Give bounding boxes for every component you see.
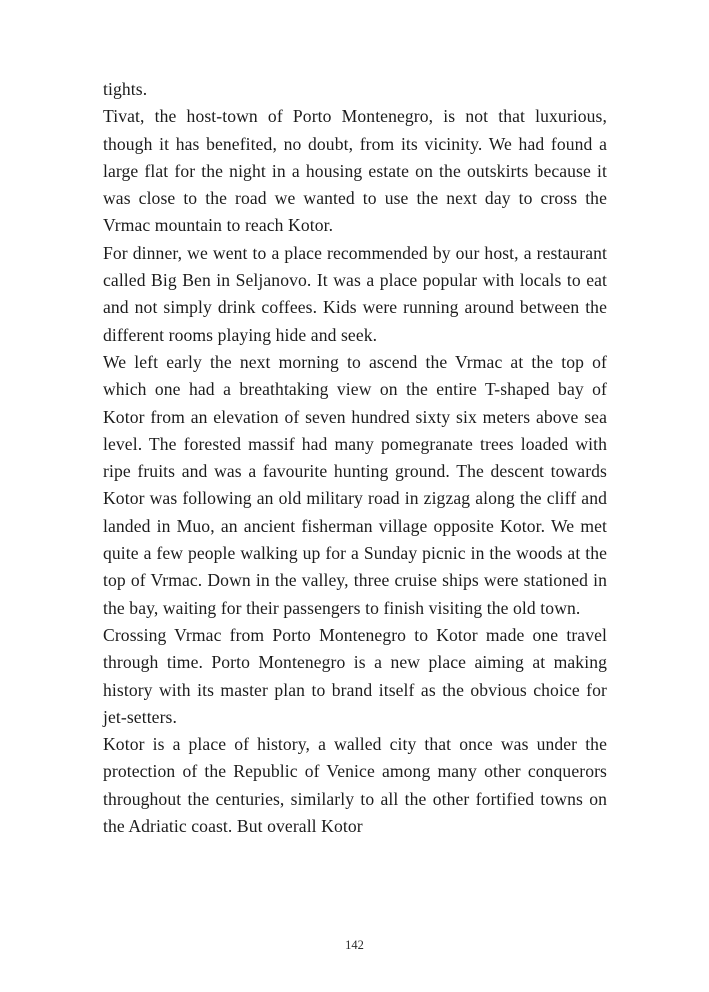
- paragraph-vrmac-ascent: We left early the next morning to ascend the Vrmac at the top of which one had a breathtaking view on the entire T-shaped bay of Kotor from an elevation of seven hundred sixty six meters above sea level. The forested massif had many pomegranate trees loaded with ripe fruits and was a favourite hunting ground. The descent towards Kotor was following an old military road in zigzag along the cliff and landed in Muo, an ancient fisherman village opposite Kotor. We met quite a few people walking up for a Sunday picnic in the woods at the top of Vrmac. Down in the valley, three cruise ships were stationed in the bay, waiting for their passengers to finish visiting the old town.: [103, 351, 607, 618]
- paragraph-tights: tights.: [103, 79, 148, 99]
- paragraph-dinner: For dinner, we went to a place recommended by our host, a restaurant called Big Ben in Seljanovo. It was a place popular with locals to eat and not simply drink coffees. Kids were running around between the different rooms playing hide and seek.: [103, 242, 607, 345]
- paragraph-kotor-history: Kotor is a place of history, a walled city that once was under the protection of the Republic of Venice among many other conquerors throughout the centuries, similarly to all the other fortified towns on the Adriatic coast. But overall Kotor: [103, 734, 607, 837]
- paragraph-crossing-vrmac: Crossing Vrmac from Porto Montenegro to Kotor made one travel through time. Porto Montenegro is a new place aiming at making history with its master plan to brand itself as the obvious choice for jet-setters.: [103, 624, 607, 727]
- paragraph-tivat: Tivat, the host-town of Porto Montenegro, is not that luxurious, though it has benefited, no doubt, from its vicinity. We had found a large flat for the night in a housing estate on the outskirts because it was close to the road we wanted to use the next day to cross the Vrmac mountain to reach Kotor.: [103, 106, 607, 236]
- page-number: 142: [345, 938, 364, 952]
- text-block: [103, 76, 607, 840]
